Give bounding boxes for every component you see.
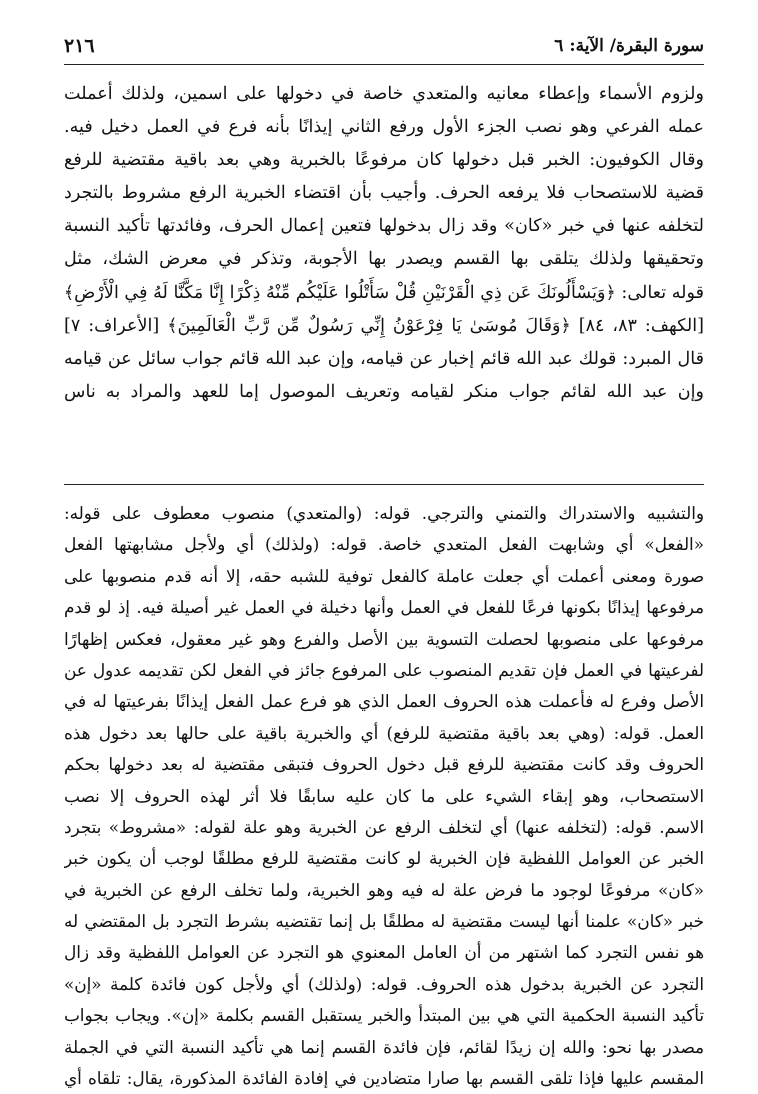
page-number: ٢١٦ bbox=[64, 35, 95, 57]
footnote-line: والتشبيه والاستدراك والتمني والترجي. قوله: (والمتعدي) منصوب معطوف على قوله: bbox=[64, 503, 704, 523]
footnotes bbox=[64, 498, 704, 1094]
footnote-line: مصدر بها نحو: والله إن زيدًا لقائم، فإن فائدة القسم إنما هي تأكيد النسبة التي في الجملة bbox=[64, 1036, 704, 1057]
main-text bbox=[64, 78, 704, 409]
page-header bbox=[64, 28, 704, 65]
footnote-line: هو نفس التجرد كما اشتهر من أن العامل المعنوي هو التجرد عن العوامل اللفظية وقد زال bbox=[64, 942, 704, 963]
footnote-line: صورة ومعنى أعملت أي جعلت عاملة كالفعل توفية للشبه حقه، إلا أنه قدم منصوبها على bbox=[64, 565, 704, 586]
footnote-line: الاسم. قوله: (لتخلفه عنها) أي لتخلف الرفع عن الخبرية وهو علة لقوله: «مشروط» بتجرد bbox=[64, 816, 704, 837]
footnote-line: لفرعيتها في العمل فإن تقديم المنصوب على المرفوع جائز في الفعل لكن تقديمه عدول عن bbox=[64, 659, 704, 680]
footnote-line: المقسم عليها فإذا تلقى القسم بها صارا متضادين في إفادة الفائدة المذكورة، يقال: تلقاه أي bbox=[64, 1068, 704, 1089]
footnote-line: الأصل وفرع له فأعملت هذه الحروف العمل الذي هو فرع عمل الفعل إيذانًا بفرعيتها له في bbox=[64, 691, 704, 712]
footnote-line: «كان» مرفوعًا لوجود ما فرض علة له فيه وهو الخبرية، ولما تخلف الرفع عن الخبرية في bbox=[64, 879, 704, 900]
main-text-line: وقال الكوفيون: الخبر قبل دخولها كان مرفوعًا بالخبرية وهي بعد باقية مقتضية للرفع bbox=[64, 150, 704, 171]
quran-verse-line: [الكهف: ٨٣، ٨٤] ﴿وَقَالَ مُوسَىٰ يَا فِرْعَوْنُ إِنِّي رَسُولٌ مِّن رَّبِّ الْعَالَمِينَ﴾ [الأعراف: ٧] bbox=[64, 315, 704, 336]
main-text-line: قضية للاستصحاب فلا يرفعه الحرف. وأجيب بأن اقتضاء الخبرية الرفع مشروط بالتجرد bbox=[64, 183, 704, 204]
footnote-line: العمل. قوله: (وهي بعد باقية مقتضية للرفع) أي والخبرية باقية على حالها بعد دخول هذه bbox=[64, 722, 704, 743]
main-text-line: عمله الفرعي وهو نصب الجزء الأول ورفع الثاني إيذانًا بأنه فرع في العمل دخيل فيه. bbox=[64, 117, 704, 138]
main-text-line: قال المبرد: قولك عبد الله قائم إخبار عن قيامه، وإن عبد الله قائم جواب سائل عن قيامه bbox=[64, 348, 704, 369]
footnote-line: مرفوعها إيذانًا بكونها فرعًا للفعل في العمل وأنها دخيلة في العمل غير أصيلة فيه. إذ لو قدم bbox=[64, 597, 704, 618]
footnote-line: التجرد عن الخبرية بدخول هذه الحروف. قوله: (ولذلك) أي ولأجل كون فائدة كلمة «إن» bbox=[64, 973, 704, 994]
footnote-line: تأكيد النسبة الحكمية التي هي بين المبتدأ والخبر يستقبل القسم بكلمة «إن». ويجاب بجواب bbox=[64, 1005, 704, 1026]
footnote-line: الخبر عن العوامل اللفظية فإن الخبرية لو كانت مقتضية للرفع مطلقًا لوجب أن يكون خبر bbox=[64, 848, 704, 869]
footnote-line: الحروف وقد كانت مقتضية للرفع قبل دخول الحروف فتبقى مقتضية له بعد دخولها بحكم bbox=[64, 754, 704, 775]
quran-verse-line: قوله تعالى: ﴿وَيَسْأَلُونَكَ عَن ذِي الْقَرْنَيْنِ قُلْ سَأَتْلُوا عَلَيْكُم مِّنْهُ ذِكْرًا إِنَّا مَكَّنَّا لَهُ فِي الْأَرْضِ﴾ bbox=[64, 282, 704, 303]
footnote-line: «الفعل» أي وشابهت الفعل المتعدي خاصة. قوله: (ولذلك) أي ولأجل مشابهتها الفعل bbox=[64, 534, 704, 555]
footnote-line: مرفوعها على منصوبها لحصلت التسوية بين الأصل والفرع وهو غير معقول، فعكس إظهارًا bbox=[64, 628, 704, 649]
footnote-line: الاستصحاب، وهو إبقاء الشيء على ما كان عليه سابقًا فلا أثر لهذه الحروف إلا نصب bbox=[64, 785, 704, 806]
main-text-line: ولزوم الأسماء وإعطاء معانيه والمتعدي خاصة في دخولها على اسمين، ولذلك أعملت bbox=[64, 84, 704, 104]
main-text-line: وتحقيقها ولذلك يتلقى بها القسم ويصدر بها الأجوبة، وتذكر في معرض الشك، مثل bbox=[64, 249, 704, 270]
running-title: سورة البقرة/ الآية: ٦ bbox=[554, 36, 704, 56]
book-page bbox=[64, 28, 704, 1089]
main-text-line: وإن عبد الله لقائم جواب منكر لقيامه وتعريف الموصول إما للعهد والمراد به ناس bbox=[64, 381, 704, 402]
main-text-line: لتخلفه عنها في خبر «كان» وقد زال بدخولها فتعين إعمال الحرف، وفائدتها تأكيد النسبة bbox=[64, 216, 704, 237]
footnote-line: خبر «كان» علمنا أنها ليست مقتضية له مطلقًا بل إنما تقتضيه بشرط التجرد بل المقتضي له bbox=[64, 911, 704, 932]
footnote-separator bbox=[64, 484, 704, 485]
